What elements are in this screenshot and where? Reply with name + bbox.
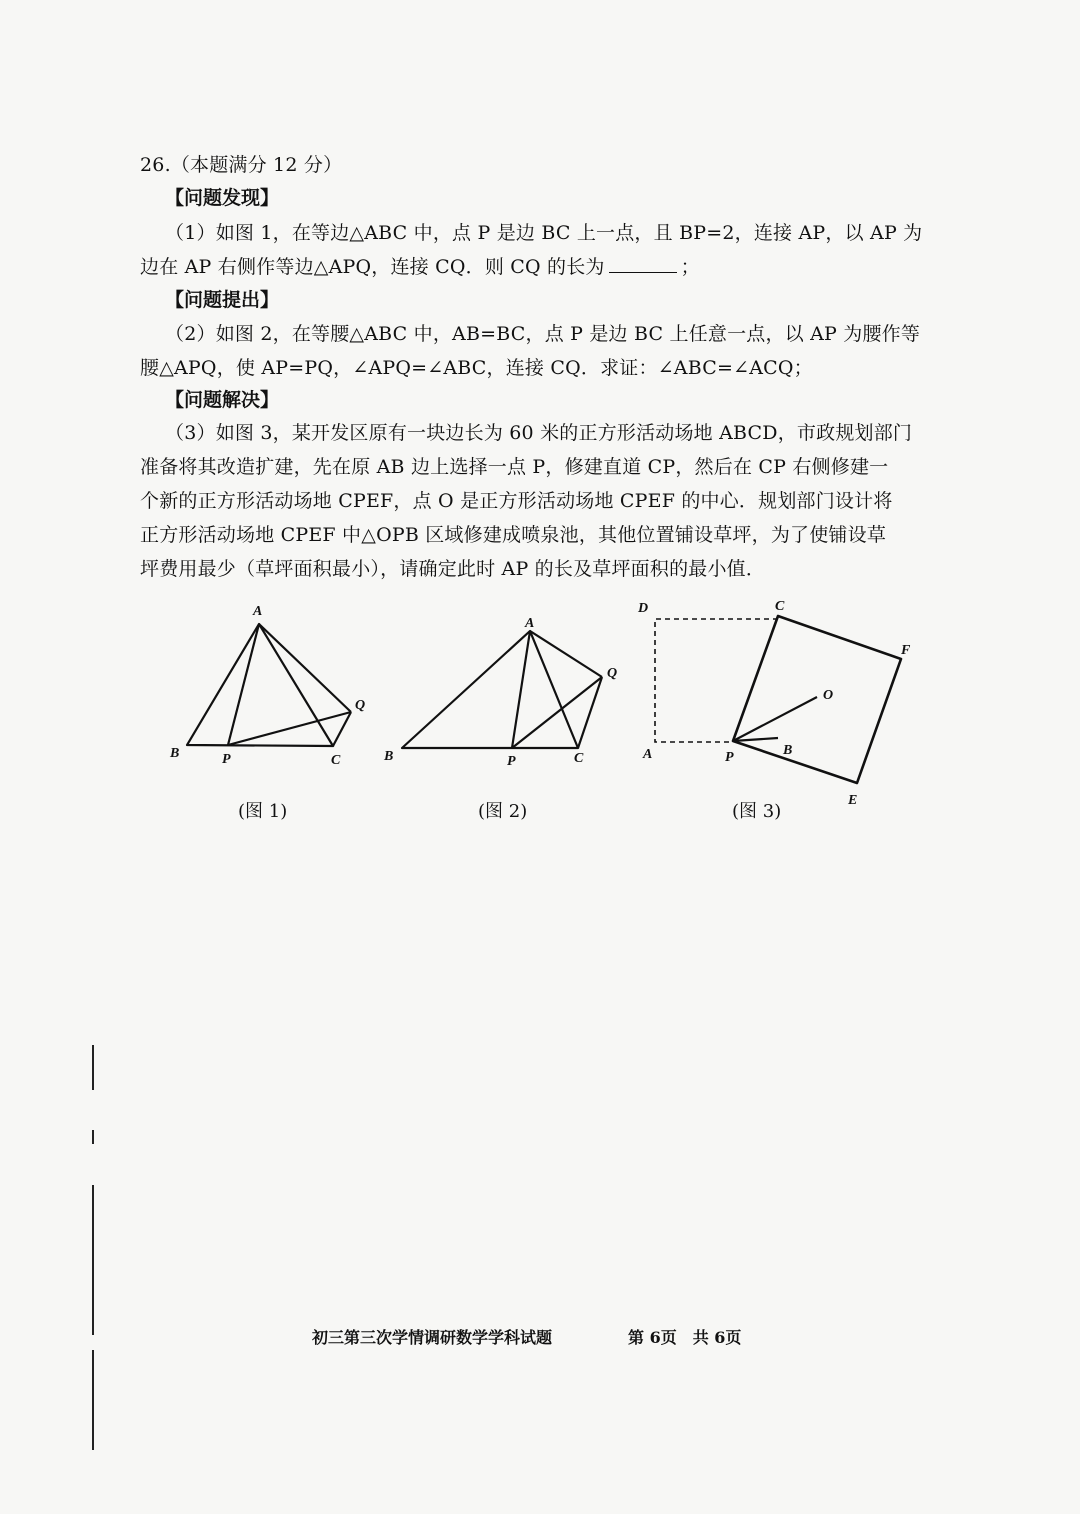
part2-text-line2: 腰△APQ，使 AP=PQ，∠APQ=∠ABC，连接 CQ．求证：∠ABC=∠ACQ； xyxy=(140,357,813,379)
figure-3-caption: (图 3) xyxy=(732,801,782,822)
fig2-label-q: Q xyxy=(607,666,618,681)
fig3-label-d: D xyxy=(638,601,649,616)
part1-text-line2-a: 边在 AP 右侧作等边△APQ，连接 CQ．则 CQ 的长为 xyxy=(140,256,605,278)
part3-text-line5: 坪费用最少（草坪面积最小），请确定此时 AP 的长及草坪面积的最小值． xyxy=(140,558,766,580)
figure-3-diagram xyxy=(630,590,920,810)
original-square-abcd xyxy=(655,619,778,742)
scan-mark xyxy=(92,1130,94,1144)
figure-1-caption: (图 1) xyxy=(238,801,288,822)
segment-ap xyxy=(228,624,259,745)
fig2-label-b: B xyxy=(384,749,394,764)
figure-1-diagram xyxy=(160,595,380,775)
figure-2-diagram xyxy=(380,605,630,775)
segment-pq xyxy=(228,712,351,745)
section-title-problem-solving: 【问题解决】 xyxy=(165,389,280,411)
part3-text-line1: （3）如图 3，某开发区原有一块边长为 60 米的正方形活动场地 ABCD，市政规划部门 xyxy=(165,422,913,444)
fig3-label-f: F xyxy=(901,643,911,658)
part1-text-line2-b: ； xyxy=(680,256,700,278)
part3-text-line2: 准备将其改造扩建，先在原 AB 边上选择一点 P，修建直道 CP，然后在 CP 右侧修建一 xyxy=(140,456,889,478)
fig2-label-p: P xyxy=(507,754,516,769)
fig3-label-a: A xyxy=(643,747,653,762)
fig1-label-a: A xyxy=(253,604,263,619)
fig3-label-b: B xyxy=(783,743,793,758)
fig3-label-c: C xyxy=(775,599,785,614)
part3-text-line4: 正方形活动场地 CPEF 中△OPB 区域修建成喷泉池，其他位置铺设草坪，为了使铺设草 xyxy=(140,524,887,546)
triangle-abc xyxy=(402,631,578,748)
segment-aq xyxy=(530,631,602,677)
fig3-label-p: P xyxy=(725,750,734,765)
footer-page-info: 第 6页 共 6页 xyxy=(628,1328,742,1347)
figure-2-caption: (图 2) xyxy=(478,801,528,822)
fig2-label-c: C xyxy=(574,751,584,766)
scan-mark xyxy=(92,1350,94,1450)
fig1-label-p: P xyxy=(222,752,231,767)
scan-mark xyxy=(92,1045,94,1090)
part3-text-line3: 个新的正方形活动场地 CPEF，点 O 是正方形活动场地 CPEF 的中心．规划部门设计将 xyxy=(140,490,893,512)
fig1-label-q: Q xyxy=(355,698,366,713)
fig1-label-c: C xyxy=(331,753,341,768)
segment-pq xyxy=(512,677,602,748)
fig3-label-o: O xyxy=(823,688,834,703)
footer-exam-title: 初三第三次学情调研数学学科试题 xyxy=(312,1328,553,1347)
segment-ap xyxy=(512,631,530,748)
scan-mark xyxy=(92,1185,94,1335)
question-header: 26.（本题满分 12 分） xyxy=(140,154,343,176)
square-cpef xyxy=(733,616,901,783)
part1-text-line1: （1）如图 1，在等边△ABC 中，点 P 是边 BC 上一点，且 BP=2，连接 AP，以 AP 为 xyxy=(165,222,923,244)
section-title-problem-raised: 【问题提出】 xyxy=(165,289,280,311)
fig1-label-b: B xyxy=(170,746,180,761)
fig2-label-a: A xyxy=(525,616,535,631)
triangle-abc xyxy=(187,624,333,746)
part2-text-line1: （2）如图 2，在等腰△ABC 中，AB=BC，点 P 是边 BC 上任意一点，以 AP 为腰作等 xyxy=(165,323,921,345)
fig3-label-e: E xyxy=(848,793,858,808)
section-title-problem-discovery: 【问题发现】 xyxy=(165,187,280,209)
answer-blank[interactable] xyxy=(609,254,677,273)
part1-text-line2 xyxy=(140,252,700,279)
